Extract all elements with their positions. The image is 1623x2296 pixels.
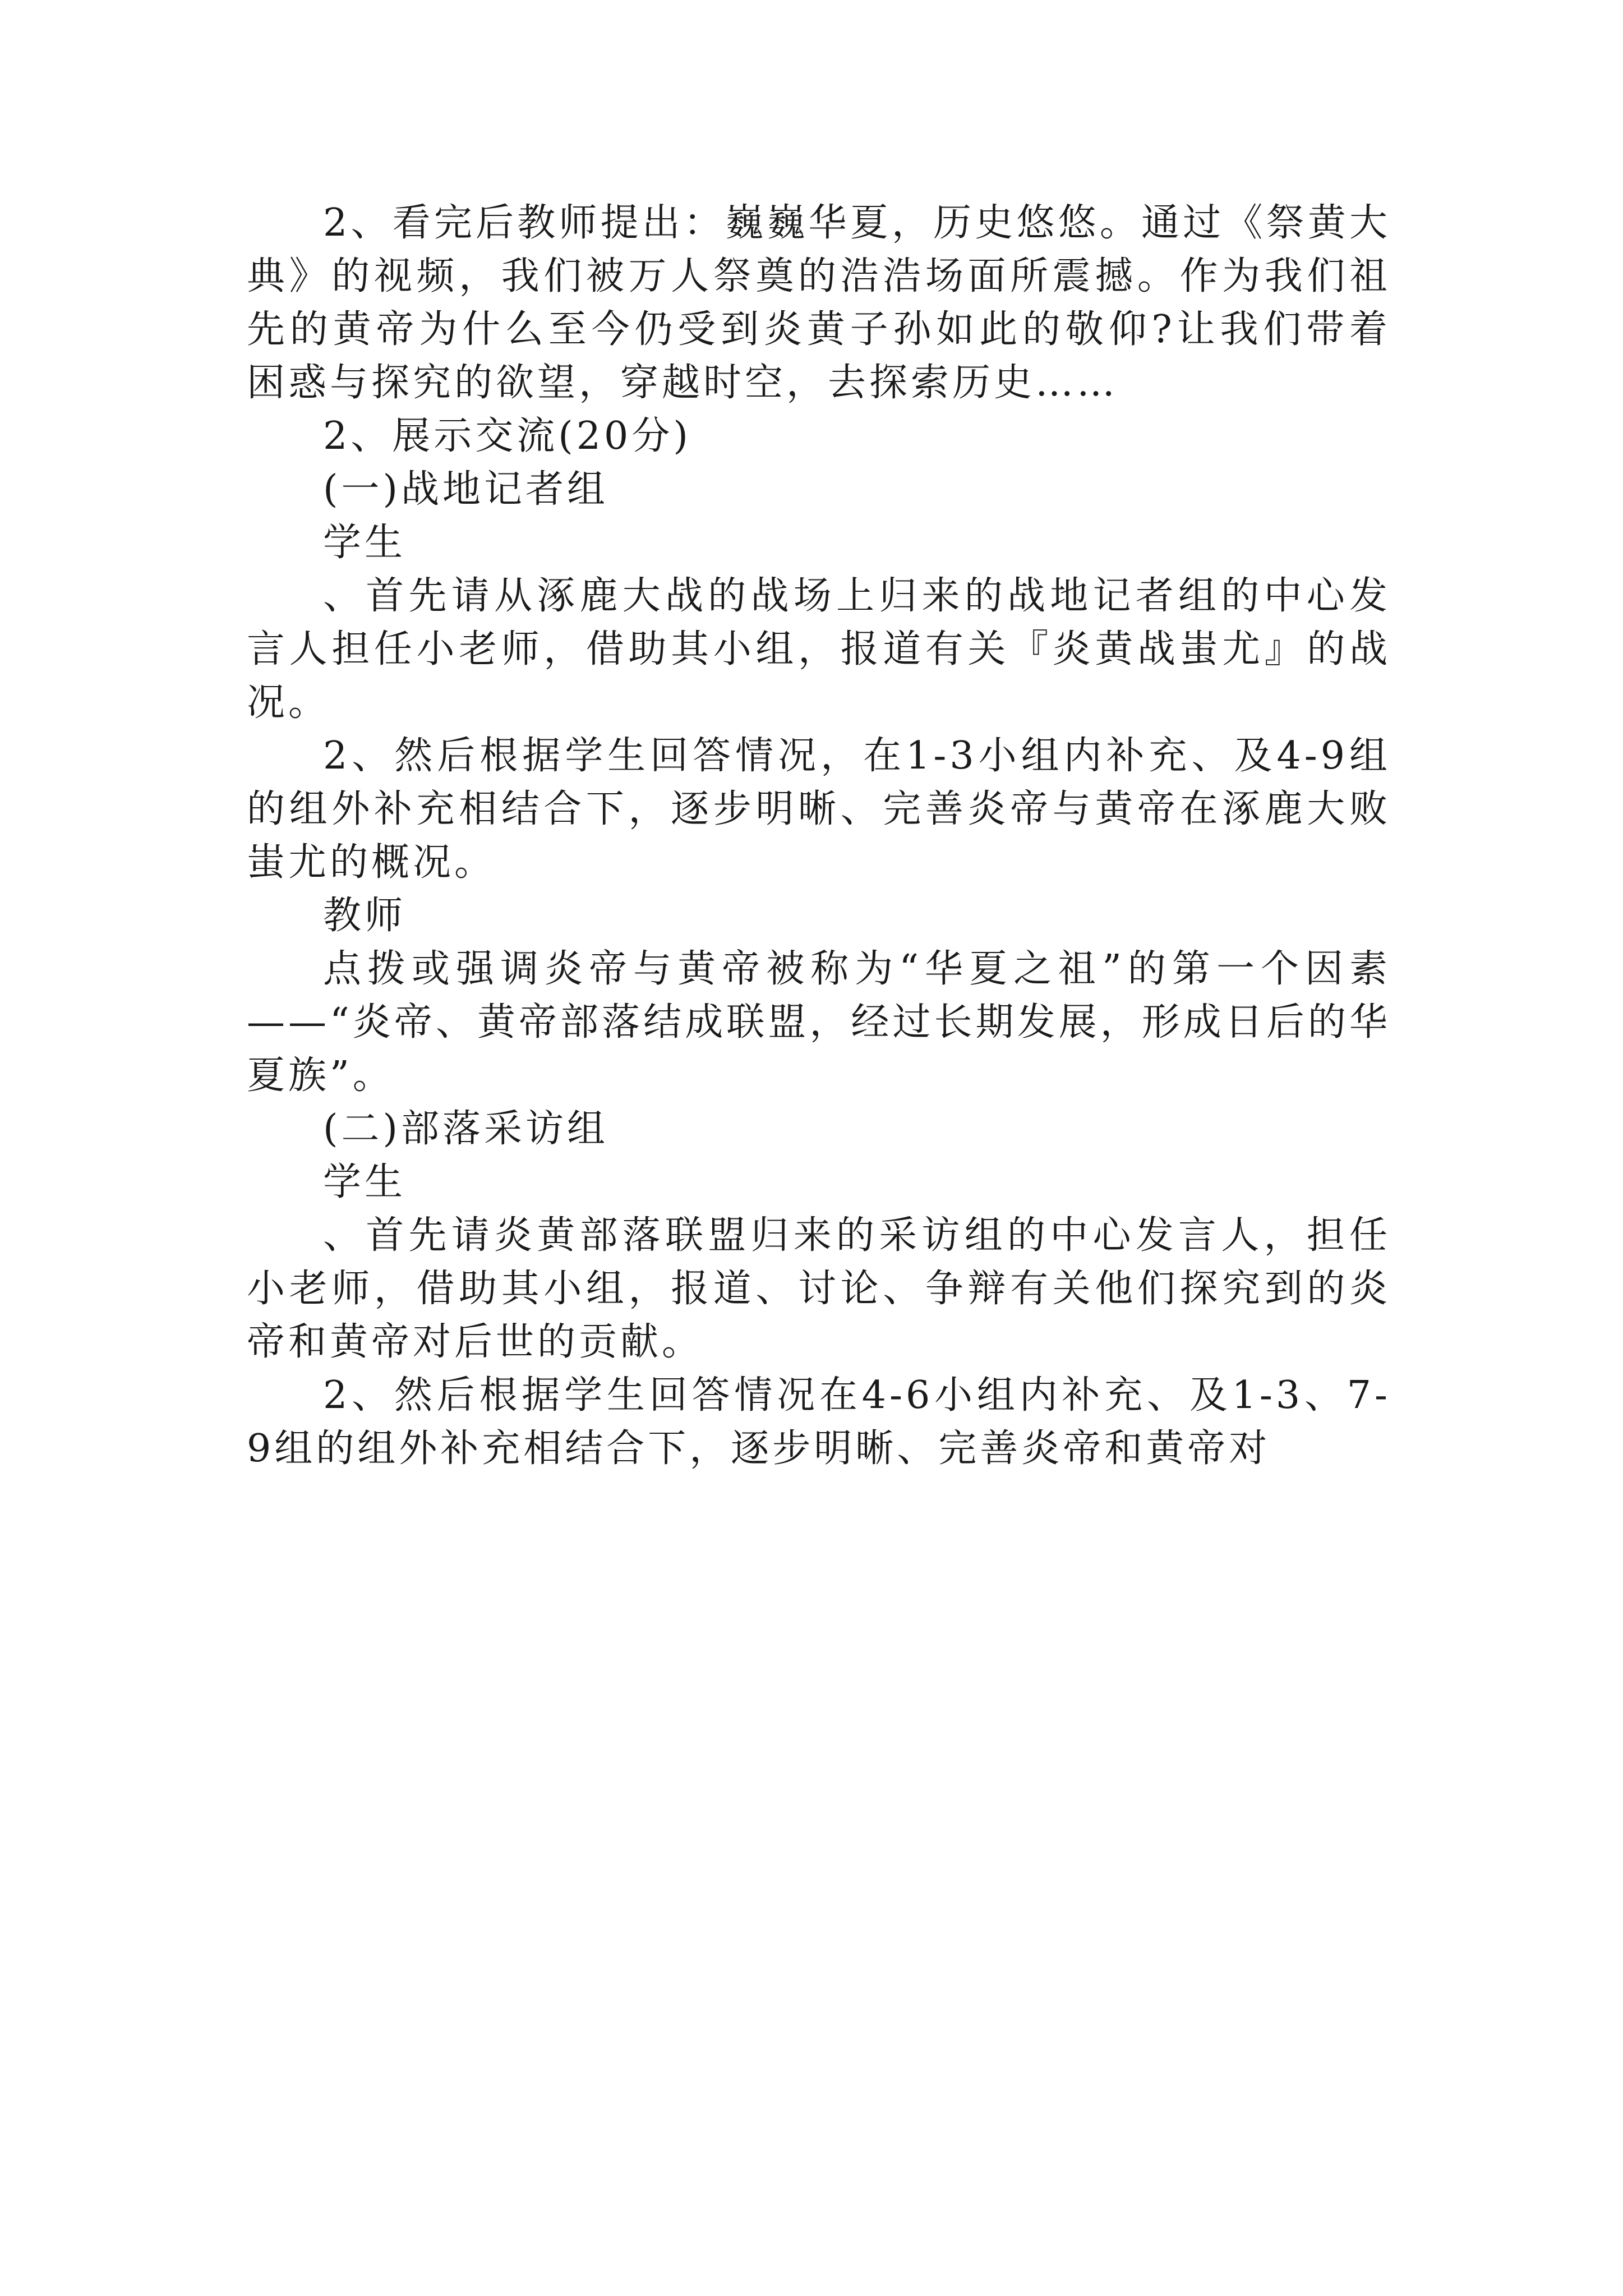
paragraph-1: 2、看完后教师提出：巍巍华夏，历史悠悠。通过《祭黄大典》的视频，我们被万人祭奠的浩浩场面所震撼。作为我们祖先的黄帝为什么至今仍受到炎黄子孙如此的敬仰?让我们带着困惑与探究的欲望，穿越时空，去探索历史…… bbox=[247, 201, 1391, 405]
document-body bbox=[247, 196, 1391, 1475]
paragraph-11: 、首先请炎黄部落联盟归来的采访组的中心发言人，担任小老师，借助其小组，报道、讨论、争辩有关他们探究到的炎帝和黄帝对后世的贡献。 bbox=[247, 1213, 1391, 1364]
paragraph-9: (二)部落采访组 bbox=[323, 1107, 609, 1151]
paragraph-4: 学生 bbox=[323, 521, 407, 565]
paragraph-12: 2、然后根据学生回答情况在4-6小组内补充、及1-3、7-9组的组外补充相结合下，逐步明晰、完善炎帝和黄帝对 bbox=[247, 1373, 1391, 1471]
paragraph-3: (一)战地记者组 bbox=[323, 467, 609, 512]
paragraph-6: 2、然后根据学生回答情况，在1-3小组内补充、及4-9组的组外补充相结合下，逐步明晰、完善炎帝与黄帝在涿鹿大败蚩尤的概况。 bbox=[247, 734, 1391, 885]
paragraph-5: 、首先请从涿鹿大战的战场上归来的战地记者组的中心发言人担任小老师，借助其小组，报道有关『炎黄战蚩尤』的战况。 bbox=[247, 574, 1391, 725]
paragraph-10: 学生 bbox=[323, 1160, 407, 1204]
paragraph-8: 点拨或强调炎帝与黄帝被称为“华夏之祖”的第一个因素——“炎帝、黄帝部落结成联盟，经过长期发展，形成日后的华夏族”。 bbox=[247, 947, 1391, 1098]
paragraph-2: 2、展示交流(20分) bbox=[323, 414, 691, 458]
paragraph-7: 教师 bbox=[323, 894, 407, 938]
